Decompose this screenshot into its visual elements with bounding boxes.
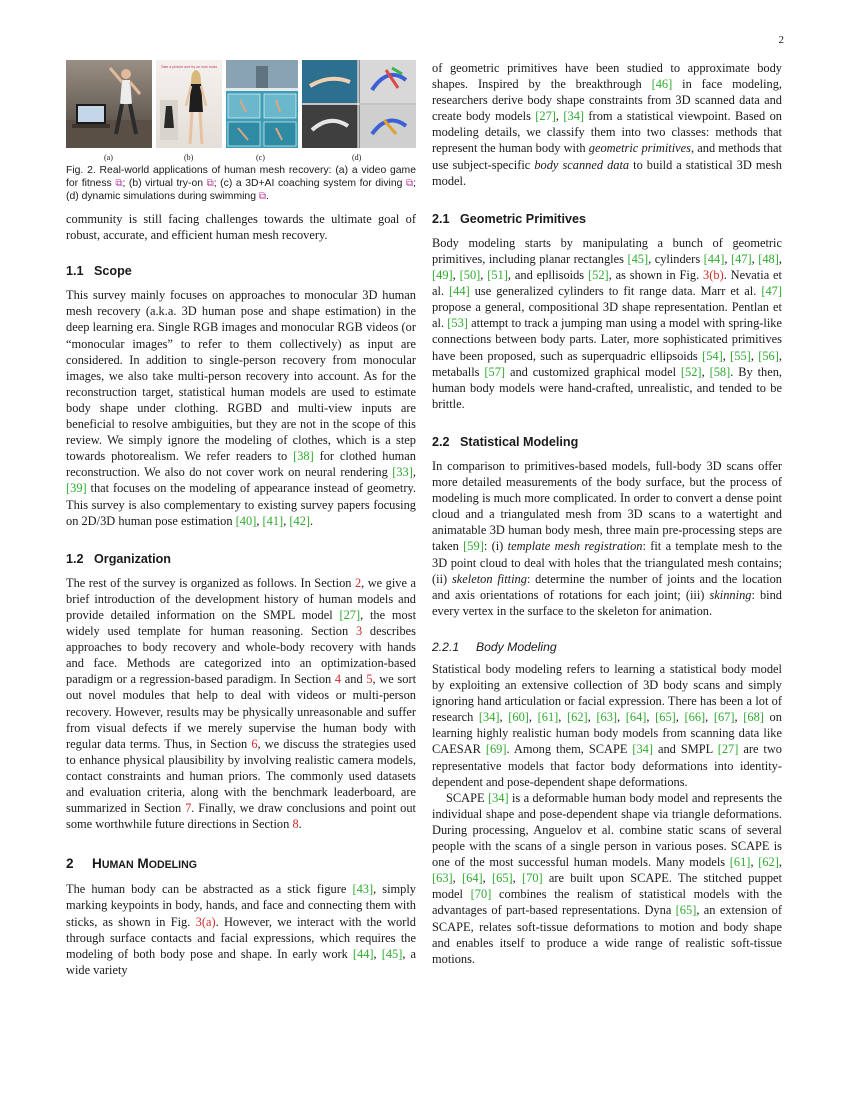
section-number: 2.1: [432, 211, 450, 226]
section-heading-human-modeling: [66, 856, 416, 873]
human-modeling-continuation: [432, 60, 782, 189]
text-run: , a wide variety: [66, 946, 417, 977]
text-run: ,: [482, 871, 492, 886]
statistical-paragraph: [432, 458, 782, 619]
citation-link[interactable]: [43]: [352, 882, 374, 897]
citation-link[interactable]: [38]: [293, 449, 314, 464]
organization-paragraph: [66, 575, 416, 833]
text-run: ,: [587, 710, 597, 725]
citation-link[interactable]: [61]: [729, 855, 751, 870]
scope-paragraph: [66, 287, 416, 528]
panel-b-overlay-text: Take a picture and try on new looks: [160, 65, 218, 69]
text-run: ,: [558, 710, 568, 725]
citation-link[interactable]: [34]: [632, 742, 654, 757]
citation-link[interactable]: [50]: [459, 268, 481, 283]
section-title: Scope: [94, 264, 132, 279]
emphasis: geometric primitives: [588, 141, 692, 156]
text-run: is a deformable human body model and represents the individual shape and pose-dependent shape via triangle deformations. During processing, Anguelov et al. combine static scans of several people with the scans of a single person in various poses. SCAPE is one of the most successful human models. Many models: [432, 790, 782, 870]
section-link[interactable]: 4: [334, 672, 342, 687]
citation-link[interactable]: [33]: [392, 465, 413, 480]
text-run: to build a statistical 3D mesh model.: [432, 157, 782, 188]
section-heading-statistical-modeling: [432, 434, 782, 450]
citation-link[interactable]: [48]: [758, 251, 779, 266]
figure-link[interactable]: 3(a): [195, 914, 216, 929]
citation-link[interactable]: [54]: [702, 348, 723, 363]
text-run: , and epllisoids: [507, 268, 588, 283]
citation-link[interactable]: [60]: [508, 710, 529, 725]
citation-link[interactable]: [27]: [717, 742, 739, 757]
external-link-icon[interactable]: ⧉: [115, 178, 123, 189]
text-run: The rest of the survey is organized as follows. In Section: [66, 575, 355, 590]
figure-link[interactable]: 3(b): [703, 268, 724, 283]
text-run: use generalized cylinders to fit range data. Marr et al.: [469, 284, 762, 299]
citation-link[interactable]: [34]: [487, 790, 509, 805]
title-capital: M: [137, 856, 149, 872]
citation-link[interactable]: [70]: [522, 871, 543, 886]
citation-link[interactable]: [42]: [289, 513, 311, 528]
text-run: are built upon SCAPE. The stitched puppet model: [432, 871, 782, 902]
citation-link[interactable]: [46]: [651, 77, 673, 92]
panel-label-d: (d): [352, 153, 362, 162]
citation-link[interactable]: [52]: [680, 364, 702, 379]
text-run: The human body can be abstracted as a stick figure: [66, 882, 353, 897]
figure-panel-c-image: [226, 60, 298, 148]
text-run: ,: [724, 251, 731, 266]
section-link[interactable]: 3: [355, 624, 363, 639]
subsection-heading-body-modeling: [432, 639, 782, 655]
text-run: ,: [499, 710, 509, 725]
figure-panel-a-image: [66, 60, 152, 148]
text-run: ,: [705, 710, 714, 725]
text-run: ,: [512, 871, 522, 886]
caption-d: ; (d) dynamic simulations during swimming: [66, 178, 417, 202]
text-run: ,: [412, 465, 416, 480]
text-run: and SMPL: [653, 742, 718, 757]
figure-panel-b-image: [156, 60, 222, 148]
text-run: describes approaches to body recovery and whole-body recovery with hands and face. Methods are categorized into an optimization-based paradigm or a regression-based paradigm. In Section: [66, 624, 416, 687]
text-run: : (i): [483, 539, 508, 554]
text-run: . By then, human body models were hand-crafted, unrealistic, and tended to be brittle.: [432, 364, 782, 411]
text-run: ,: [617, 710, 626, 725]
section-title: Geometric Primitives: [460, 211, 586, 226]
section-heading-organization: [66, 551, 416, 567]
text-run: that focuses on the modeling of appearance instead of geometry. This survey is also complementary to existing survey papers focusing on 2D/3D human pose estimation: [66, 481, 416, 528]
citation-link[interactable]: [45]: [381, 946, 403, 961]
citation-link[interactable]: [61]: [537, 710, 559, 725]
human-modeling-paragraph: [66, 881, 416, 978]
section-link[interactable]: 8: [292, 817, 299, 832]
emphasis: skeleton fitting: [451, 571, 527, 586]
citation-link[interactable]: [47]: [761, 284, 782, 299]
citation-link[interactable]: [27]: [339, 607, 361, 622]
section-number: 1.1: [66, 264, 84, 279]
text-run: ,: [675, 710, 685, 725]
panel-label-b: (b): [184, 153, 194, 162]
citation-link[interactable]: [65]: [655, 710, 676, 725]
citation-link[interactable]: [63]: [432, 871, 453, 886]
text-run: ,: [480, 268, 488, 283]
text-run: In comparison to primitives-based models, full-body 3D scans offer more detailed measurements of the body surface, but the process of modeling is much more complicated. In order to convert a dense point cloud and a triangulated mesh from 3D scans to a watertight and animatable 3D human body mesh, three main pre-processing steps are taken: [432, 458, 782, 554]
title-smallcaps: ODELING: [148, 859, 197, 872]
citation-link[interactable]: [44]: [352, 946, 374, 961]
text-run: , as shown in Fig.: [608, 268, 704, 283]
text-run: of geometric primitives have been studied to approximate body shapes. Inspired by the breakthrough: [432, 61, 782, 92]
citation-link[interactable]: [44]: [703, 251, 725, 266]
text-run: , cylinders: [648, 251, 704, 266]
text-run: for clothed human reconstruction. We also do not cover work on neural rendering: [66, 449, 416, 480]
text-run: ,: [734, 710, 744, 725]
right-column: [432, 60, 782, 967]
title-capital: H: [92, 856, 102, 872]
citation-link[interactable]: [27]: [535, 109, 556, 124]
section-title: Statistical Modeling: [460, 434, 579, 449]
text-run: ,: [373, 946, 382, 961]
citation-link[interactable]: [53]: [447, 316, 468, 331]
text-run: . Among them, SCAPE: [506, 742, 633, 757]
text-run: . However, we interact with the world through surface contacts and facial expressions, which requires the modeling of both body pose and shape. In early work: [66, 914, 416, 961]
text-run: ,: [701, 364, 710, 379]
section-title: Organization: [94, 551, 171, 566]
citation-link[interactable]: [65]: [492, 871, 513, 886]
emphasis: template mesh registration: [507, 539, 643, 554]
emphasis: body scanned data: [534, 157, 630, 172]
text-run: in face modeling, researchers derive body shape constraints from 3D scanned data and create body models: [432, 77, 782, 124]
text-run: and: [341, 672, 367, 687]
text-run: . Finally, we draw conclusions and point out some worthwhile future directions in Section: [66, 801, 416, 832]
section-number: 1.2: [66, 551, 84, 566]
figure-panel-d-image: [302, 60, 416, 148]
geometric-paragraph: [432, 235, 782, 412]
panel-label-a: (a): [104, 153, 113, 162]
citation-link[interactable]: [62]: [567, 710, 588, 725]
text-run: and customized graphical model: [505, 364, 681, 379]
citation-link[interactable]: [66]: [684, 710, 706, 725]
text-run: attempt to track a jumping man using a model with spring-like connections between body parts. Later, more sophisticated primitives have been proposed, such as superquadric ellipsoids: [432, 316, 782, 363]
subsection-number: 2.2.1: [432, 639, 460, 654]
section-number: 2.2: [432, 434, 450, 449]
caption-lead: Fig. 2. Real-world applications of human mesh recovery: (a) a video game for fitness: [66, 165, 416, 189]
text-run: ,: [722, 348, 731, 363]
citation-link[interactable]: [52]: [588, 268, 609, 283]
citation-link[interactable]: [62]: [758, 855, 779, 870]
text-run: : determine the number of joints and the location and axis orientations of rotations for each joint; (iii): [432, 571, 782, 602]
citation-link[interactable]: [34]: [478, 710, 500, 725]
text-run: ,: [283, 513, 290, 528]
section-heading-geometric-primitives: [432, 211, 782, 227]
citation-link[interactable]: [58]: [709, 364, 731, 379]
caption-end: .: [266, 191, 269, 202]
citation-link[interactable]: [41]: [262, 513, 284, 528]
citation-link[interactable]: [51]: [487, 268, 508, 283]
text-run: This survey mainly focuses on approaches to monocular 3D human mesh recovery (a.k.a. 3D human pose and shape estimation) in the deep learning era. Single RGB images and monocular RGB videos (or “monocular images” to refer to them collectively) as input are considered. In addition to single-person recovery from monocular images, we also take multi-person recovery into account. As for the reconstruction target, statistical human models are used to estimate body shape under clothing. RGBD and multi-view inputs are beneficial to resolve ambiguities, but they are not in the scope of this review. We simply ignore the modeling of clothes, which is a step towards photorealism. We refer readers to: [66, 288, 416, 464]
citation-link[interactable]: [57]: [484, 364, 506, 379]
subsection-title: Body Modeling: [476, 639, 557, 654]
text-run: from a statistical viewpoint. Based on modeling details, we classify them into two classes: methods that represent the human body with: [432, 109, 783, 156]
text-run: ,: [751, 251, 759, 266]
citation-link[interactable]: [69]: [485, 742, 507, 757]
external-link-icon[interactable]: ⧉: [406, 178, 414, 189]
external-link-icon[interactable]: ⧉: [206, 178, 214, 189]
text-run: ,: [778, 251, 782, 266]
page-number: 2: [778, 34, 784, 46]
citation-link[interactable]: [65]: [675, 903, 697, 918]
left-column: [66, 60, 416, 978]
citation-link[interactable]: [34]: [563, 109, 585, 124]
text-run: ,: [452, 268, 460, 283]
caption-c: ; (c) a 3D+AI coaching system for diving: [213, 178, 403, 189]
figure-caption: [66, 164, 416, 203]
text-run: ,: [256, 513, 263, 528]
intro-continuation: community is still facing challenges towards the ultimate goal of robust, accurate, and efficient human mesh recovery.: [66, 212, 416, 243]
text-run: , we sort out novel modules that help to deal with videos or multi-person recovery. However, results may be physically unreasonable and suffer from visual defects if we merely supervise the human body with regular data terms. Thus, in Section: [66, 672, 417, 751]
section-link[interactable]: 7: [185, 801, 192, 816]
text-run: .: [310, 513, 314, 528]
text-run: .: [298, 817, 302, 832]
citation-link[interactable]: [45]: [627, 251, 649, 266]
emphasis: skinning: [709, 587, 752, 602]
text-run: ,: [555, 109, 564, 124]
citation-link[interactable]: [49]: [432, 268, 453, 283]
citation-link[interactable]: [55]: [730, 348, 751, 363]
section-heading-scope: [66, 263, 416, 279]
citation-link[interactable]: [47]: [730, 251, 752, 266]
section-link[interactable]: 2: [354, 575, 362, 590]
text-run: ,: [750, 855, 759, 870]
text-run: ,: [750, 348, 759, 363]
text-run: , the most widely used template for human reasoning. Section: [66, 607, 417, 639]
section-link[interactable]: 6: [251, 736, 258, 751]
section-number: 2: [66, 856, 74, 872]
text-run: , and methods that use subject-specific: [432, 141, 782, 172]
panel-label-c: (c): [256, 153, 265, 162]
text-run: SCAPE: [446, 790, 488, 805]
citation-link[interactable]: [40]: [235, 513, 257, 528]
figure-2: [66, 60, 416, 162]
text-run: ,: [452, 871, 462, 886]
text-run: combines the realism of statistical models with the advantages of part-based representations. Dyna: [432, 887, 782, 918]
text-run: ,: [778, 855, 782, 870]
text-run: are two representative models that factor body deformations into identity-dependent and pose-dependent shape deformations.: [432, 742, 782, 789]
citation-link[interactable]: [64]: [462, 871, 483, 886]
citation-link[interactable]: [63]: [596, 710, 618, 725]
text-run: Statistical body modeling refers to learning a statistical body model by exploiting an extensive collection of 3D body scans and simply ignoring hand articulation or facial expression. There has been a lot of research: [432, 662, 782, 725]
text-run: , metaballs: [432, 348, 782, 379]
text-run: ,: [646, 710, 656, 725]
body-modeling-paragraph-2: [432, 790, 782, 967]
citation-link[interactable]: [44]: [449, 284, 470, 299]
citation-link[interactable]: [68]: [743, 710, 764, 725]
text-run: : fit a template mesh to the 3D point cloud to deal with holes that the triangulated mesh contains; (ii): [432, 539, 782, 586]
text-run: , we discuss the strategies used to enhance physical plausibility by involving realistic camera models, contact constraints and human priors. The commonly used datasets and evaluation criteria, along with the benchmark leaderboard, are summarized in Section: [66, 736, 416, 816]
external-link-icon[interactable]: ⧉: [258, 191, 267, 202]
citation-link[interactable]: [70]: [470, 887, 492, 902]
text-run: : bind every vertex in the surface to the skeleton for animation.: [432, 587, 782, 618]
text-run: propose a general, compositional 3D shape representation. Pentlan et al.: [432, 300, 782, 331]
citation-link[interactable]: [64]: [625, 710, 647, 725]
caption-b: ; (b) virtual try-on: [122, 178, 204, 189]
title-smallcaps: UMAN: [101, 859, 134, 872]
text-run: on learning highly realistic human body models from scanning data like CAESAR: [432, 710, 782, 757]
text-run: . Nevatia et al.: [432, 268, 783, 299]
text-run: , simply marking keypoints in body, hands, and face and connecting them with sticks, as shown in Fig.: [66, 882, 417, 929]
text-run: ,: [528, 710, 538, 725]
text-run: Body modeling starts by manipulating a bunch of geometric primitives, including planar rectangles: [432, 235, 782, 266]
citation-link[interactable]: [56]: [758, 348, 779, 363]
section-link[interactable]: 5: [366, 672, 373, 687]
citation-link[interactable]: [39]: [66, 481, 87, 496]
text-run: , we give a brief introduction of the development history of human models and provide detailed information on the SMPL model: [66, 575, 416, 622]
text-run: , an extension of SCAPE, relates soft-tissue deformations to motion and body shape and enables itself to produce a wide range of realistic soft-tissue motions.: [432, 903, 782, 966]
citation-link[interactable]: [67]: [713, 710, 735, 725]
citation-link[interactable]: [59]: [463, 539, 484, 554]
body-modeling-paragraph-1: [432, 661, 782, 790]
